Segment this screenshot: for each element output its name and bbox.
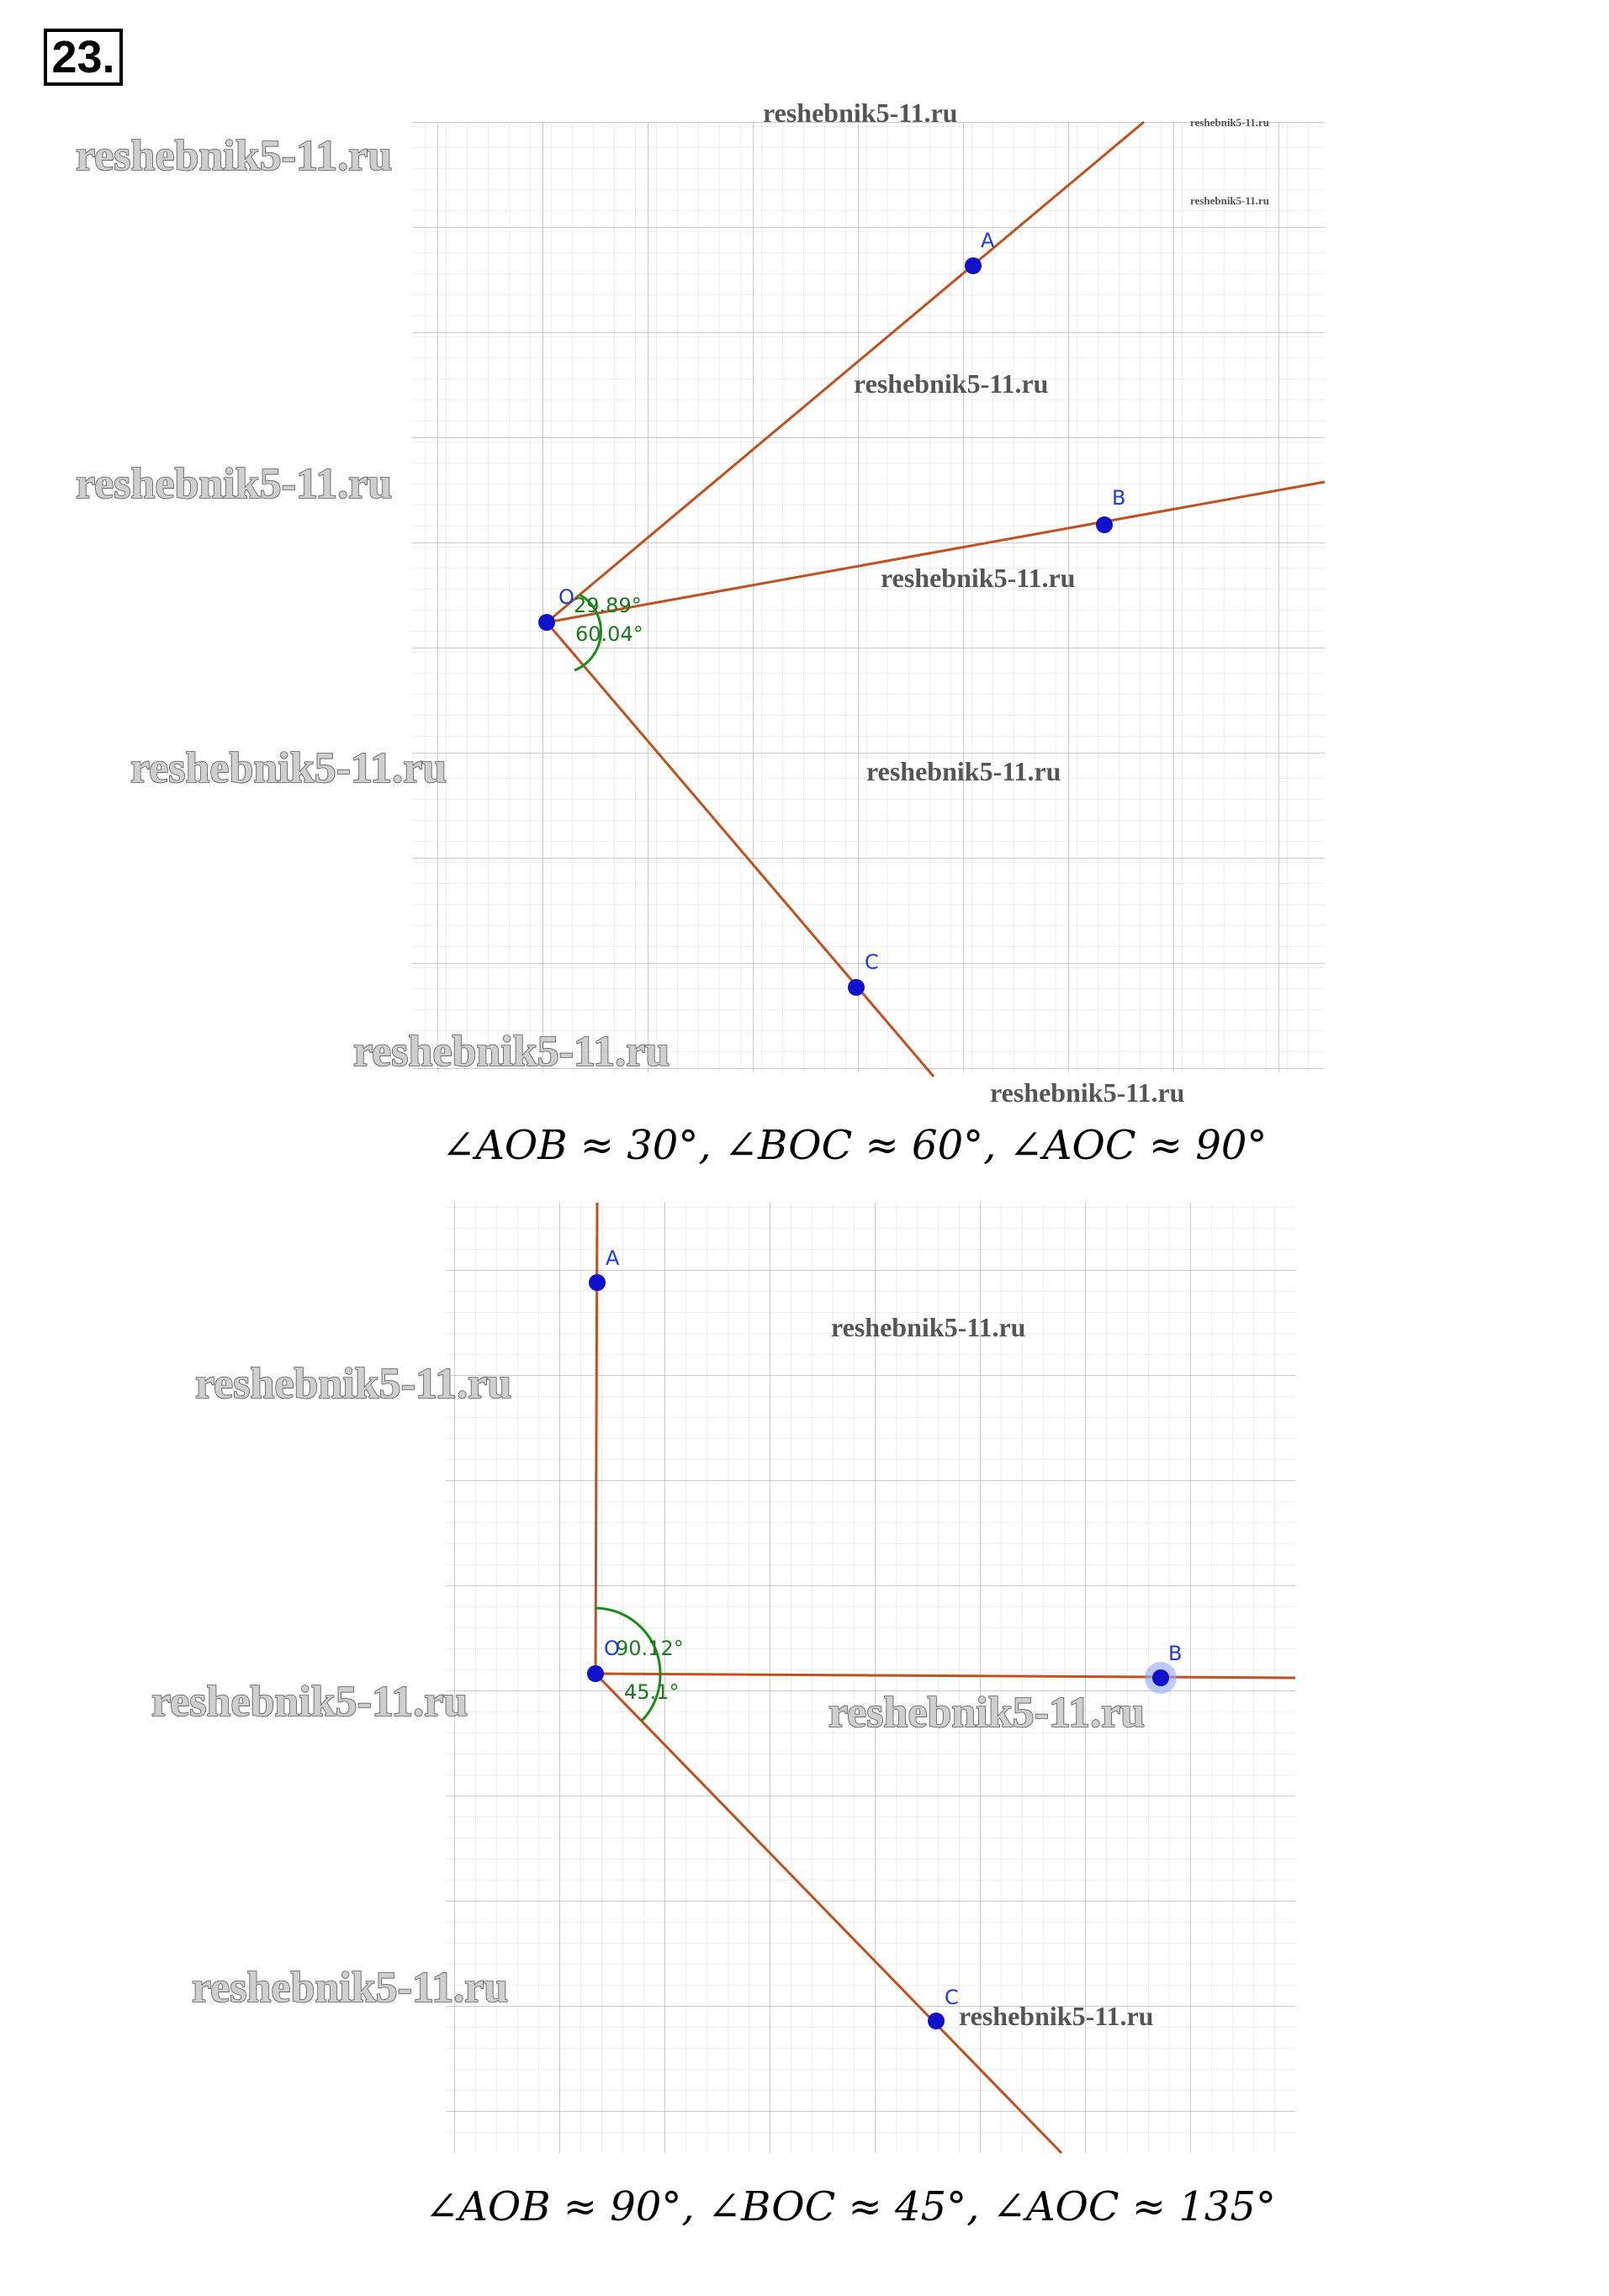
figure-1-grid bbox=[412, 122, 1325, 1072]
point-label-o: O bbox=[558, 585, 574, 609]
ray-oa-2 bbox=[595, 1203, 597, 1674]
watermark: reshebnik5-11.ru bbox=[831, 1312, 1026, 1342]
point-c-2 bbox=[928, 2013, 945, 2029]
point-b bbox=[1096, 516, 1113, 533]
angle-label-boc: 60.04° bbox=[575, 622, 643, 646]
point-label-a-2: A bbox=[606, 1246, 620, 1270]
point-label-a: A bbox=[981, 229, 995, 252]
angle-label-aob-2: 90.12° bbox=[616, 1637, 684, 1660]
watermark: reshebnik5-11.ru bbox=[828, 1689, 1146, 1737]
angle-label-aob: 29.89° bbox=[574, 594, 642, 617]
watermark: reshebnik5-11.ru bbox=[1190, 194, 1270, 207]
point-label-o-2: O bbox=[604, 1637, 620, 1660]
point-o-2 bbox=[587, 1665, 604, 1682]
caption-2: ∠AOB ≈ 90°, ∠BOC ≈ 45°, ∠AOC ≈ 135° bbox=[425, 2183, 1276, 2230]
point-o bbox=[538, 614, 555, 631]
watermark: reshebnik5-11.ru bbox=[130, 744, 447, 792]
watermark: reshebnik5-11.ru bbox=[959, 2001, 1154, 2031]
watermark: reshebnik5-11.ru bbox=[763, 98, 958, 128]
watermark: reshebnik5-11.ru bbox=[353, 1028, 670, 1076]
point-a-2 bbox=[589, 1274, 606, 1291]
problem-number: 23. bbox=[44, 29, 123, 86]
point-b-2 bbox=[1152, 1669, 1169, 1686]
watermark: reshebnik5-11.ru bbox=[854, 368, 1049, 399]
watermark: reshebnik5-11.ru bbox=[151, 1678, 468, 1726]
watermark: reshebnik5-11.ru bbox=[1190, 116, 1270, 129]
watermark: reshebnik5-11.ru bbox=[76, 132, 393, 180]
point-label-b: B bbox=[1112, 486, 1126, 510]
figure-1 bbox=[412, 122, 1325, 1169]
point-a bbox=[965, 257, 982, 274]
watermark: reshebnik5-11.ru bbox=[990, 1077, 1185, 1108]
point-label-c: C bbox=[865, 950, 879, 974]
point-label-c-2: C bbox=[945, 1986, 959, 2009]
watermark: reshebnik5-11.ru bbox=[195, 1360, 512, 1408]
watermark: reshebnik5-11.ru bbox=[881, 563, 1076, 593]
watermark: reshebnik5-11.ru bbox=[76, 460, 393, 508]
caption-1: ∠AOB ≈ 30°, ∠BOC ≈ 60°, ∠AOC ≈ 90° bbox=[442, 1122, 1268, 1169]
point-label-b-2: B bbox=[1168, 1642, 1183, 1665]
point-c bbox=[848, 979, 865, 996]
watermark: reshebnik5-11.ru bbox=[866, 756, 1061, 786]
watermark: reshebnik5-11.ru bbox=[192, 1964, 509, 2012]
angle-label-boc-2: 45.1° bbox=[624, 1680, 680, 1704]
